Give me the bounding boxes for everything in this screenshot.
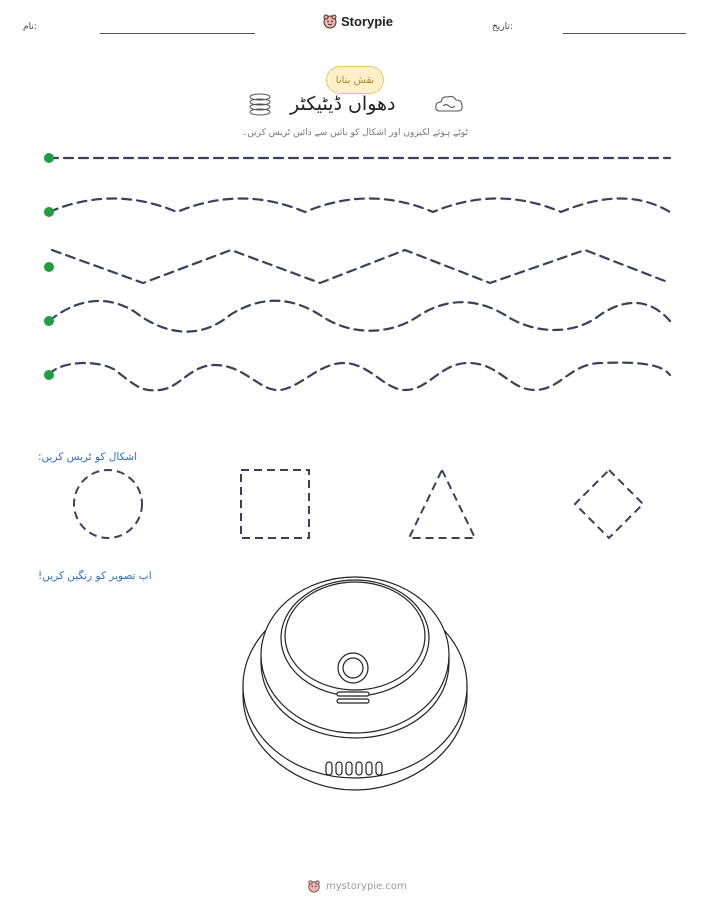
brand-name: Storypie: [341, 13, 394, 29]
name-label: نام:: [23, 22, 37, 32]
footer-site-link[interactable]: mystorypie.com: [326, 880, 407, 892]
activity-badge: نقش بنانا: [326, 66, 384, 94]
color-section-label: اب تصویر کو رنگین کریں!: [38, 570, 152, 582]
shapes-section-label: اشکال کو ٹریس کریں:: [38, 451, 138, 463]
storypie-mascot-icon: [307, 879, 321, 893]
footer: [307, 879, 407, 893]
page-title: دھواں ڈیٹیکٹر: [290, 93, 396, 115]
instructions-text: ٹوٹے ہوئے لکیروں اور اشکال کو بائیں سے دائیں ٹریس کریں۔: [242, 128, 469, 138]
date-label: تاریخ:: [492, 22, 513, 32]
